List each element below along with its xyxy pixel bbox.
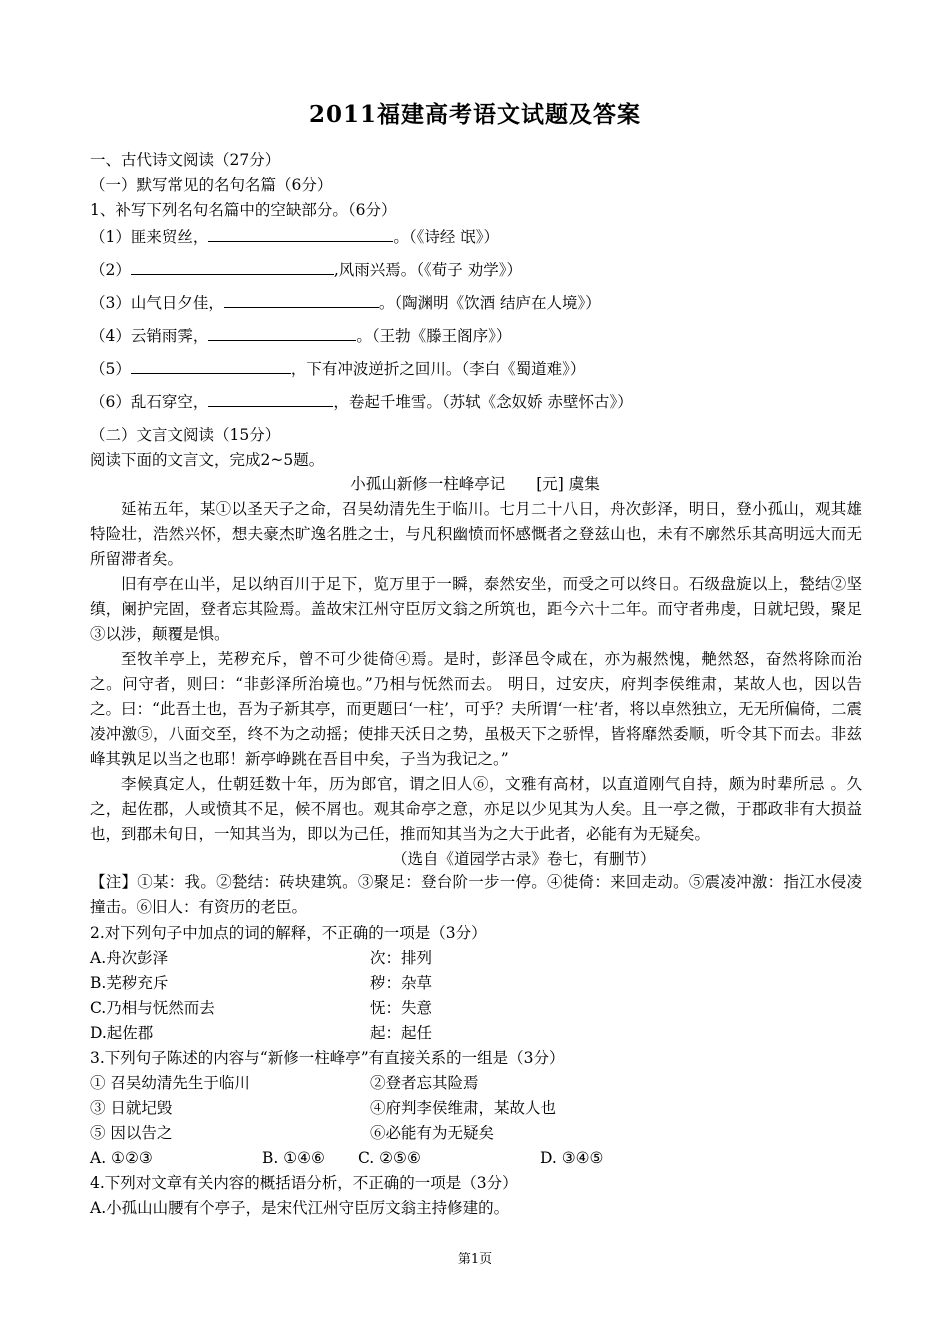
question-3: 3.下列句子陈述的内容与“新修一柱峰亭”有直接关系的一组是（3分） [90, 1049, 565, 1067]
subsection-heading: （一）默写常见的名句名篇（6分） [90, 176, 333, 194]
instructions: 阅读下面的文言文，完成2~5题。 [90, 451, 325, 469]
answer-blank [208, 325, 356, 341]
fill-item-5 [90, 358, 585, 379]
fill-item-source: 。（陶渊明《饮酒 结庐在人境》） [378, 294, 601, 312]
essay-paragraph-3: 至牧羊亭上，芜秽充斥，曾不可少徙倚④焉。是时，彭泽邑令咸在，亦为赧然愧，艴然怒，奋然将除而治之。问守者，则曰：“非彭泽所治境也。”乃相与怃然而去。 明日，过安庆，府判李侯维肃，某故人也，因以告之。曰：“此吾土也，吾为子新其亭，而更题曰‘一柱’，可乎？夫所谓‘一柱’者，将以卓然独立，无无所偏倚，二震凌冲激⑤，八面交至，终不为之动摇；使排天沃日之势，虽极天下之骄悍，皆将靡然委顺，听令其下而去。非兹峰其孰足以当之也耶！新亭峥跳在吾目中矣，子当为我记之。” [90, 650, 862, 768]
question-2: 2.对下列句子中加点的词的解释，不正确的一项是（3分） [90, 924, 487, 942]
option-c-gloss: 怃：失意 [370, 999, 433, 1017]
q3-choice-a: A. ①②③ [90, 1149, 153, 1167]
option-a: A.舟次彭泽 [90, 949, 169, 967]
page-number: 第1页 [457, 1252, 493, 1267]
q3-choice-c: C. ②⑤⑥ [358, 1149, 421, 1167]
essay-paragraph-4: 李候真定人，仕朝廷数十年，历为郎官，谓之旧人⑥，文雅有高材，以直道刚气自持，颇为时辈所忌 。久之，起佐郡，人或愤其不足，候不屑也。观其命亭之意，亦足以少见其为人矣。且一亭之微，于郡政非有大损益也，到郡未旬日，一知其当为，即以为己任，推而知其当为之大于此者，必能有为无疑矣。 [90, 775, 862, 843]
fill-item-text: （6）乱石穿空， [90, 393, 209, 411]
essay-paragraph-2: 旧有亭在山半，足以纳百川于足下，览万里于一瞬，泰然安坐，而受之可以终日。石级盘旋以上，甃结②坚缜，阑护完固，登者忘其险焉。盖故宋江州守臣厉文翁之所筑也，距今六十二年。而守者弗虔，日就圮毁，聚足③以涉，颠覆是惧。 [90, 575, 862, 643]
subsection-heading: （二）文言文阅读（15分） [90, 426, 281, 444]
q3-item: ⑤ 因以告之 [90, 1124, 173, 1142]
fill-item-4 [90, 325, 511, 346]
fill-item-text: （4）云销雨霁， [90, 327, 209, 345]
q3-item: ③ 日就圮毁 [90, 1099, 173, 1117]
option-c: C.乃相与怃然而去 [90, 999, 215, 1017]
answer-blank [208, 226, 393, 242]
q3-item: ④府判李侯维肃，某故人也 [370, 1099, 557, 1117]
question-4: 4.下列对文章有关内容的概括语分析，不正确的一项是（3分） [90, 1174, 518, 1192]
fill-item-source: 。（王勃《滕王阁序》） [356, 327, 512, 345]
fill-item-6 [90, 391, 633, 412]
q3-choice-b: B. ①④⑥ [262, 1149, 325, 1167]
q3-choice-d: D. ③④⑤ [540, 1149, 604, 1167]
q3-item: ⑥必能有为无疑矣 [370, 1124, 495, 1142]
fill-item-2 [90, 259, 522, 280]
answer-blank [131, 259, 334, 275]
essay-paragraph-1: 延祐五年，某①以圣天子之命，召吴幼清先生于临川。七月二十八日，舟次彭泽，明日，登小孤山，观其雄特险壮，浩然兴怀，想夫豪杰旷逸名胜之士，与凡积幽愤而怀感慨者之登兹山也，未有不廓然乐其高明远大而无所留滞者矣。 [90, 500, 862, 568]
fill-item-3 [90, 292, 601, 313]
option-d-gloss: 起：起任 [370, 1024, 433, 1042]
annotation-note: 【注】①某：我。②甃结：砖块建筑。③聚足：登台阶一步一停。④徙倚：来回走动。⑤震凌冲激：指江水侵凌撞击。⑥旧人：有资历的老臣。 [90, 873, 862, 916]
essay-title: 小孤山新修一柱峰亭记 [元] 虞集 [350, 475, 600, 493]
fill-item-1 [90, 226, 499, 247]
fill-item-text: （5） [90, 360, 131, 378]
fill-item-source: ，下有冲波逆折之回川。（李白《蜀道难》） [290, 360, 586, 378]
question-1: 1、补写下列名句名篇中的空缺部分。（6分） [90, 201, 397, 219]
option-b-gloss: 秽：杂草 [370, 974, 433, 992]
source-citation: （选自《道园学古录》卷七，有删节） [392, 850, 656, 868]
option-a-gloss: 次：排列 [370, 949, 433, 967]
fill-item-text: （1）匪来贸丝， [90, 228, 209, 246]
fill-item-text: （2） [90, 261, 131, 279]
answer-blank [131, 358, 291, 374]
answer-blank [208, 391, 333, 407]
q3-item: ① 召吴幼清先生于临川 [90, 1074, 250, 1092]
fill-item-text: （3）山气日夕佳， [90, 294, 224, 312]
answer-blank [224, 292, 379, 308]
option-d: D.起佐郡 [90, 1024, 154, 1042]
q4-option-a: A.小孤山山腰有个亭子，是宋代江州守臣厉文翁主持修建的。 [90, 1199, 510, 1217]
fill-item-source: ,风雨兴焉。（《荀子 劝学》） [333, 261, 522, 279]
page-title: 2011福建高考语文试题及答案 [308, 101, 641, 128]
option-b: B.芜秽充斥 [90, 974, 169, 992]
q3-item: ②登者忘其险焉 [370, 1074, 479, 1092]
fill-item-source: ，卷起千堆雪。（苏轼《念奴娇 赤壁怀古》） [333, 393, 633, 411]
fill-item-source: 。（《诗经 氓》） [393, 228, 500, 246]
section-heading: 一、古代诗文阅读（27分） [90, 151, 281, 169]
